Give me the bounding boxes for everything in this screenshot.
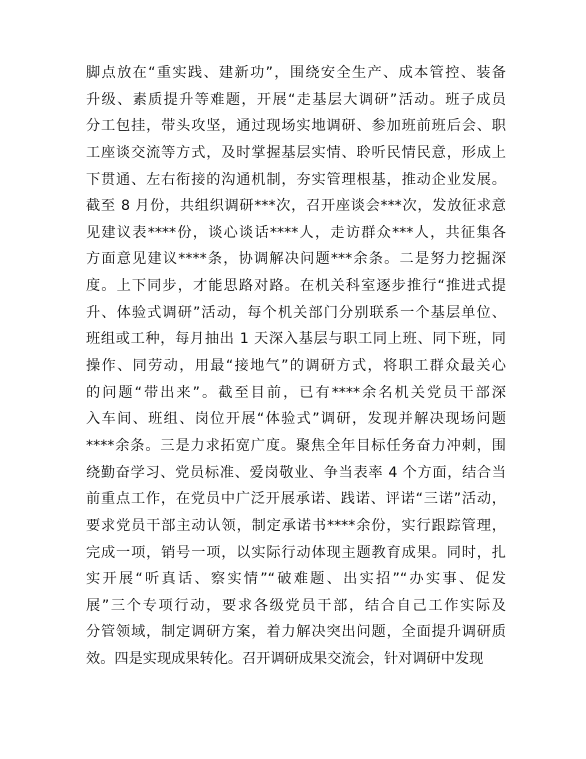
body-text <box>86 60 506 673</box>
text-line: 绕勤奋学习、党员标准、爱岗敬业、争当表率 4 个方面，结合当 <box>86 464 506 481</box>
text-line: 效。四是实现成果转化。召开调研成果交流会，针对调研中发现 <box>86 651 484 668</box>
text-line: ****余条。三是力求拓宽广度。聚焦全年目标任务奋力冲刺，围 <box>86 437 506 454</box>
text-line: 分管领域，制定调研方案，着力解决突出问题，全面提升调研质 <box>86 624 506 641</box>
text-line: 下贯通、左右衔接的沟通机制，夯实管理根基，推动企业发展。 <box>86 171 506 188</box>
text-line: 班组或工种，每月抽出 1 天深入基层与职工同上班、同下班，同 <box>86 331 506 348</box>
text-line: 工座谈交流等方式，及时掌握基层实情、聆听民情民意，形成上 <box>86 144 506 161</box>
text-line: 升、体验式调研”活动，每个机关部门分别联系一个基层单位、 <box>86 304 506 321</box>
text-line: 分工包挂，带头攻坚，通过现场实地调研、参加班前班后会、职 <box>86 118 506 135</box>
text-line: 截至 8 月份，共组织调研***次，召开座谈会***次，发放征求意 <box>86 198 506 215</box>
text-line: 前重点工作，在党员中广泛开展承诺、践诺、评诺“三诺”活动， <box>86 491 506 508</box>
text-line: 实开展“听真话、察实情”“破难题、出实招”“办实事、促发 <box>86 571 506 588</box>
text-line: 入车间、班组、岗位开展“体验式”调研，发现并解决现场问题 <box>86 411 506 428</box>
text-line: 脚点放在“重实践、建新功”，围绕安全生产、成本管控、装备 <box>86 65 506 81</box>
text-line: 升级、素质提升等难题，开展“走基层大调研”活动。班子成员 <box>86 91 506 108</box>
text-line: 方面意见建议****条，协调解决问题***余条。二是努力挖掘深 <box>86 251 506 268</box>
text-line: 操作、同劳动，用最“接地气”的调研方式，将职工群众最关心 <box>86 358 506 375</box>
text-line: 的问题“带出来”。截至目前，已有****余名机关党员干部深 <box>86 384 506 401</box>
text-line: 展”三个专项行动，要求各级党员干部，结合自己工作实际及 <box>86 597 506 614</box>
text-line: 完成一项，销号一项，以实际行动体现主题教育成果。同时，扎 <box>86 544 506 561</box>
text-line: 见建议表****份，谈心谈话****人，走访群众***人，共征集各 <box>86 224 506 241</box>
text-line: 度。上下同步，才能思路对路。在机关科室逐步推行“推进式提 <box>86 278 506 295</box>
text-line: 要求党员干部主动认领，制定承诺书****余份，实行跟踪管理， <box>86 517 506 534</box>
